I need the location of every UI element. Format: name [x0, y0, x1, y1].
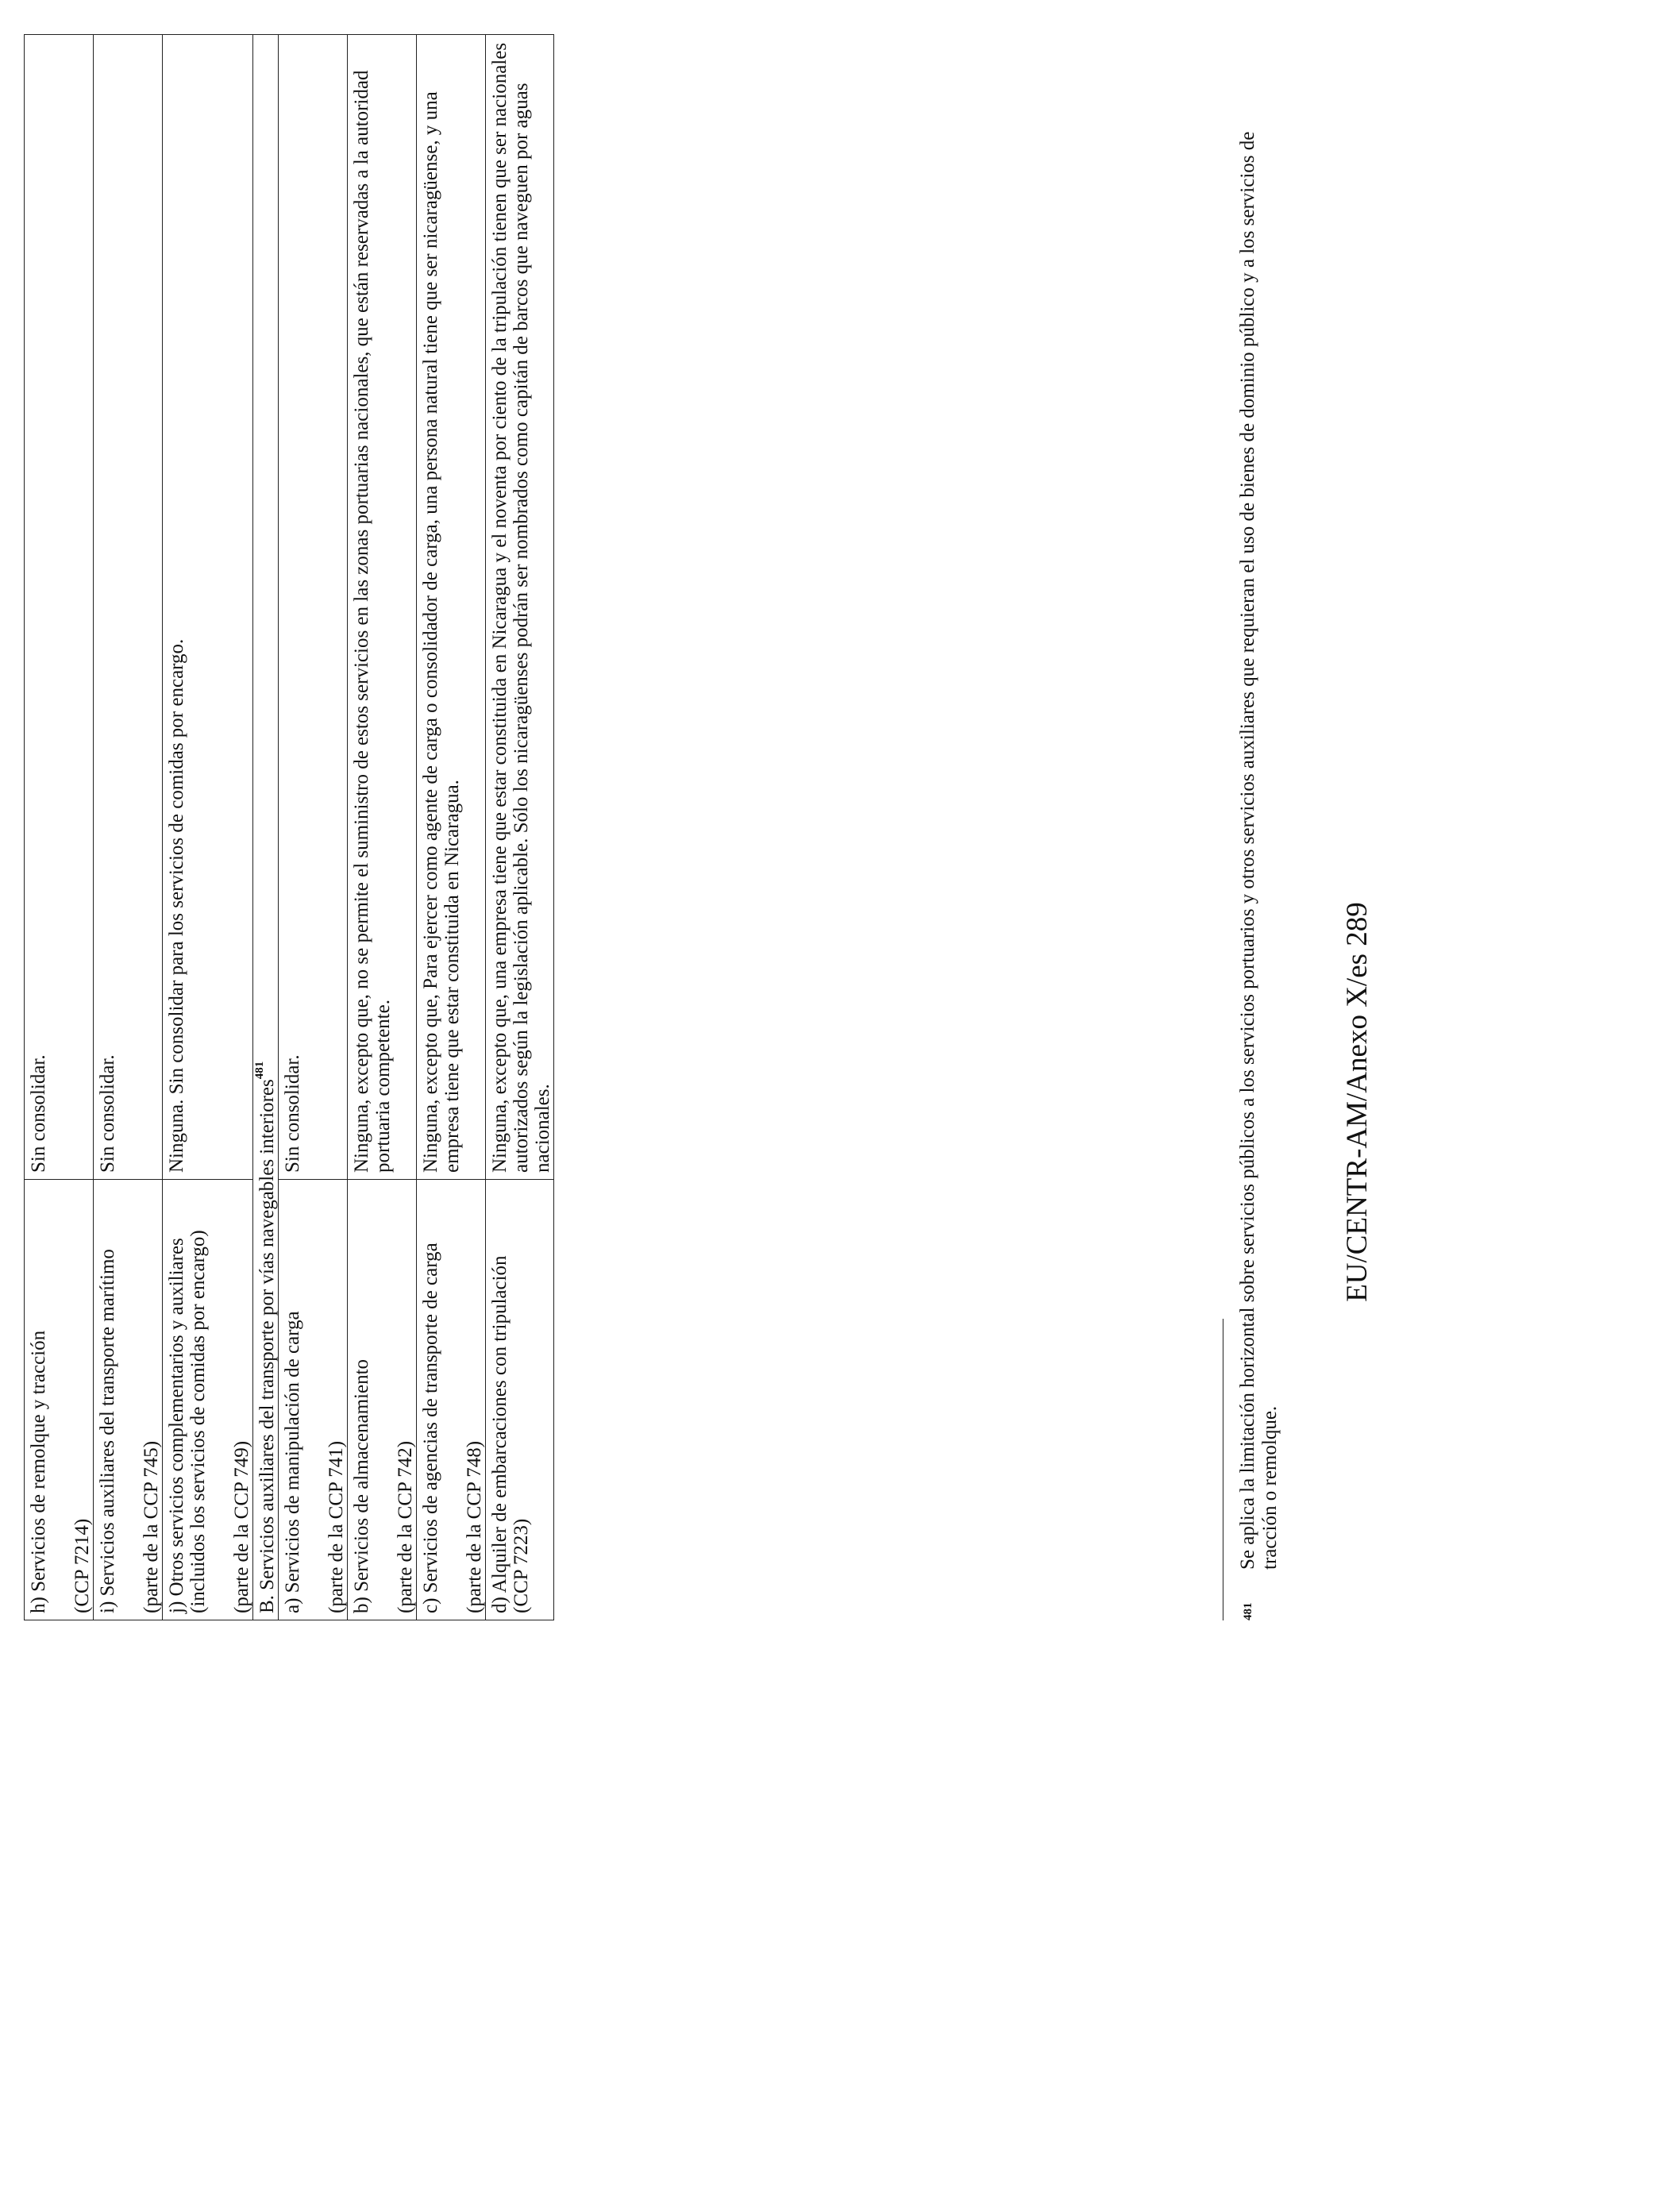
- section-heading: B. Servicios auxiliares del transporte por vías navegables interiores: [256, 1079, 278, 1613]
- table-row: [25, 35, 94, 1620]
- sector-classification: (parte de la CCP 748): [464, 1440, 485, 1613]
- limitation-text: Ninguna, excepto que, una empresa tiene que estar constituida en Nicaragua y el noventa por ciento de la tripulación tienen que ser nacionales autorizados según la legislación aplicable. Sólo los nicaragüenses podrán ser nombrados como capitán de barcos que naveguen por aguas nacionales.: [489, 42, 553, 1173]
- limitation-cell: [417, 35, 486, 1180]
- section-heading-cell: [253, 35, 279, 1620]
- footnote-number: 481: [1242, 1602, 1254, 1620]
- limitation-text: Ninguna. Sin consolidar para los servicios de comidas por encargo.: [166, 638, 187, 1173]
- sector-cell: [348, 1180, 417, 1620]
- sector-classification: (parte de la CCP 749): [231, 1440, 252, 1613]
- footnote-reference: 481: [252, 1061, 266, 1080]
- sector-cell: [163, 1180, 253, 1620]
- sector-title: i) Servicios auxiliares del transporte marítimo: [97, 1249, 118, 1613]
- limitation-cell: [94, 35, 163, 1180]
- sector-cell: [486, 1180, 554, 1620]
- footnote-text: Se aplica la limitación horizontal sobre servicios públicos a los servicios portuarios y otros servicios auxiliares que requieran el uso de bienes de dominio público y a los servicios de tracción o remolque.: [1237, 131, 1281, 1570]
- table-row: [348, 35, 417, 1620]
- sector-title: j) Otros servicios complementarios y auxiliares (incluidos los servicios de comidas por encargo): [166, 1230, 209, 1613]
- sector-title: h) Servicios de remolque y tracción: [28, 1330, 49, 1613]
- sector-classification: (CCP 7214): [71, 1518, 93, 1613]
- sector-title: b) Servicios de almacenamiento: [351, 1358, 372, 1613]
- table-row: [486, 35, 554, 1620]
- limitation-text: Sin consolidar.: [282, 1054, 303, 1173]
- sector-classification: (parte de la CCP 742): [395, 1440, 416, 1613]
- page-footer: EU/CENTR-AM/Anexo X/es 289: [1341, 902, 1374, 1302]
- footnote: [1237, 112, 1281, 1620]
- limitation-text: Ninguna, excepto que, Para ejercer como agente de carga o consolidador de carga, una persona natural tiene que ser nicaragüense, y una empresa tiene que estar constituida en Nicaragua.: [420, 91, 463, 1173]
- limitation-cell: [163, 35, 253, 1180]
- sector-classification: (parte de la CCP 741): [326, 1440, 347, 1613]
- sector-classification: (CCP 7223): [511, 1518, 532, 1613]
- limitation-text: Sin consolidar.: [97, 1054, 118, 1173]
- table-row: [279, 35, 348, 1620]
- sector-cell: [25, 1180, 94, 1620]
- limitation-text: Ninguna, excepto que, no se permite el suministro de estos servicios en las zonas portuarias nacionales, que están reservadas a la autoridad portuaria competente.: [351, 70, 394, 1173]
- limitation-cell: [25, 35, 94, 1180]
- limitation-text: Sin consolidar.: [28, 1054, 49, 1173]
- sector-classification: (parte de la CCP 745): [141, 1440, 162, 1613]
- table-row: [417, 35, 486, 1620]
- sector-cell: [94, 1180, 163, 1620]
- sector-cell: [417, 1180, 486, 1620]
- limitation-cell: [486, 35, 554, 1180]
- table-row: [94, 35, 163, 1620]
- sector-title: c) Servicios de agencias de transporte de carga: [420, 1243, 441, 1613]
- sector-title: a) Servicios de manipulación de carga: [282, 1311, 303, 1613]
- commitments-schedule-table: [24, 34, 554, 1620]
- section-heading-row: [253, 35, 279, 1620]
- limitation-cell: [279, 35, 348, 1180]
- table-row: [163, 35, 253, 1620]
- sector-cell: [279, 1180, 348, 1620]
- sector-title: d) Alquiler de embarcaciones con tripulación: [489, 1255, 511, 1613]
- limitation-cell: [348, 35, 417, 1180]
